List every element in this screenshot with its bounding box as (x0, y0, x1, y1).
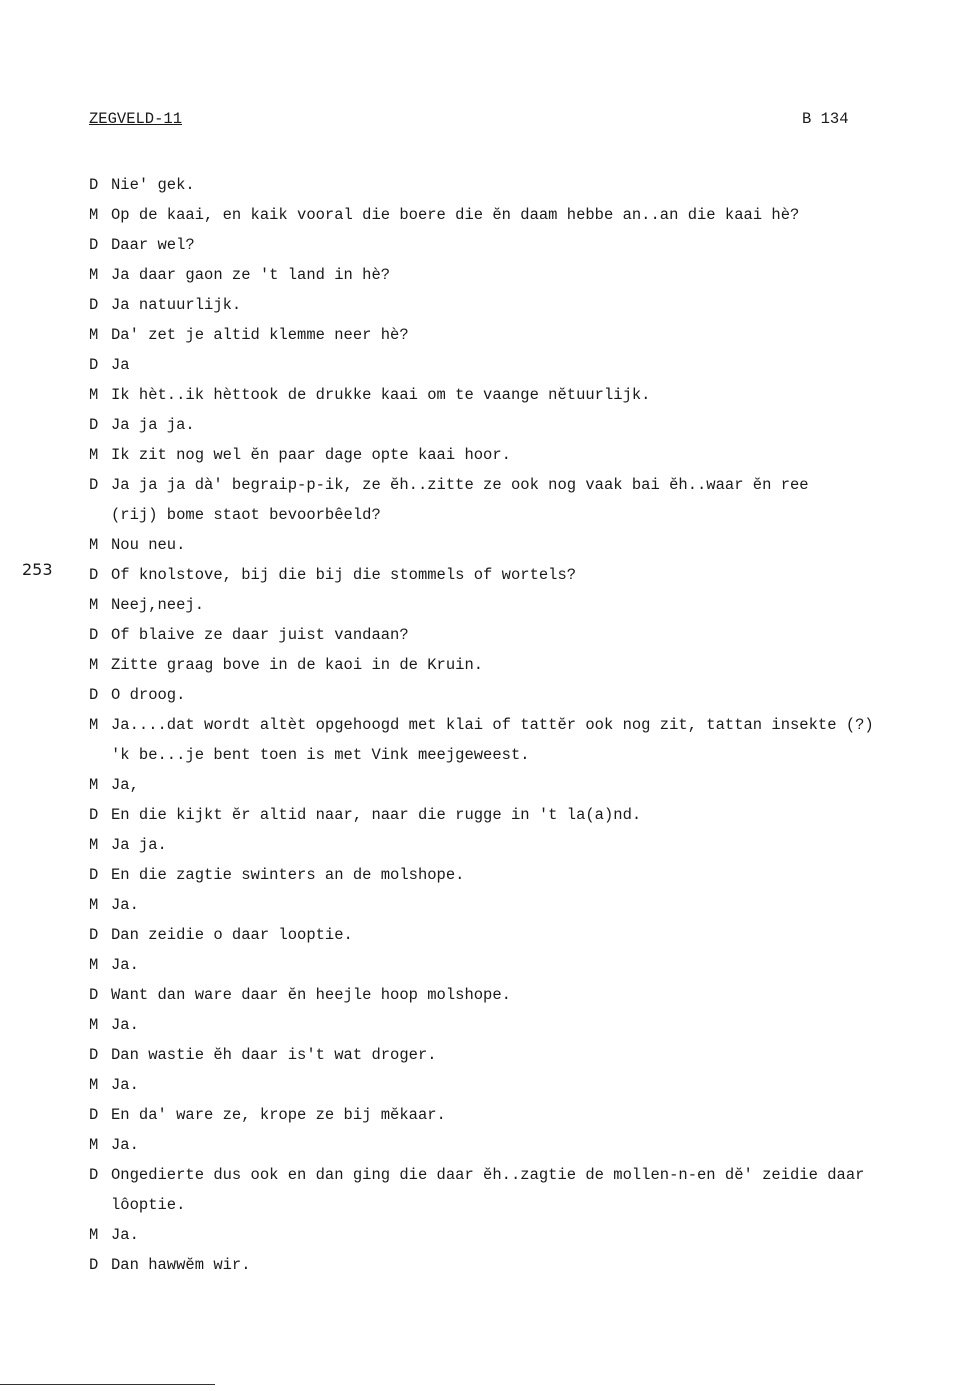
transcript-line (89, 1190, 959, 1220)
speaker-label: M (89, 1076, 99, 1094)
utterance-text: Dan hawwĕm wir. (111, 1256, 251, 1274)
speaker-label: M (89, 446, 99, 464)
utterance-text: Want dan ware daar ĕn heejle hoop molshope. (111, 986, 511, 1004)
utterance-text: En die kijkt ĕr altid naar, naar die rugge in 't la(a)nd. (111, 806, 642, 824)
utterance-text: Nie' gek. (111, 176, 195, 194)
speaker-label: D (89, 296, 99, 314)
transcript-line (89, 260, 959, 290)
utterance-text: En da' ware ze, krope ze bij mĕkaar. (111, 1106, 446, 1124)
speaker-label: M (89, 716, 99, 734)
transcript-line (89, 470, 959, 500)
speaker-label: D (89, 566, 99, 584)
transcript (89, 170, 959, 1280)
utterance-text: Ja natuurlijk. (111, 296, 242, 314)
transcript-line (89, 770, 959, 800)
speaker-label: M (89, 596, 99, 614)
utterance-text: 'k be...je bent toen is met Vink meejgeweest. (111, 746, 530, 764)
utterance-text: lôoptie. (111, 1196, 186, 1214)
utterance-text: Ik hèt..ik hèttook de drukke kaai om te vaange nĕtuurlijk. (111, 386, 651, 404)
speaker-label: M (89, 836, 99, 854)
speaker-label: D (89, 356, 99, 374)
speaker-label: D (89, 1106, 99, 1124)
transcript-line (89, 320, 959, 350)
transcript-line (89, 440, 959, 470)
utterance-text: Ja ja. (111, 836, 167, 854)
utterance-text: Ja, (111, 776, 139, 794)
speaker-label: D (89, 1256, 99, 1274)
speaker-label: D (89, 236, 99, 254)
speaker-label: D (89, 1166, 99, 1184)
speaker-label: D (89, 686, 99, 704)
speaker-label: M (89, 956, 99, 974)
utterance-text: Op de kaai, en kaik vooral die boere die ĕn daam hebbe an..an die kaai hè? (111, 206, 800, 224)
transcript-line (89, 980, 959, 1010)
transcript-line (89, 200, 959, 230)
transcript-line (89, 830, 959, 860)
speaker-label: D (89, 1046, 99, 1064)
utterance-text: Ja. (111, 1226, 139, 1244)
utterance-text: Zitte graag bove in de kaoi in de Kruin. (111, 656, 484, 674)
transcript-line (89, 500, 959, 530)
utterance-text: Ja. (111, 1076, 139, 1094)
speaker-label: M (89, 266, 99, 284)
transcript-line (89, 170, 959, 200)
transcript-line (89, 1250, 959, 1280)
utterance-text: Ja ja ja. (111, 416, 195, 434)
speaker-label: D (89, 416, 99, 434)
speaker-label: D (89, 176, 99, 194)
utterance-text: Dan wastie ĕh daar is't wat droger. (111, 1046, 437, 1064)
document-title: ZEGVELD-11 (89, 110, 183, 128)
transcript-line (89, 1160, 959, 1190)
page-reference: B 134 (802, 110, 849, 128)
transcript-line (89, 950, 959, 980)
transcript-line (89, 620, 959, 650)
utterance-text: Ja. (111, 1016, 139, 1034)
utterance-text: Dan zeidie o daar looptie. (111, 926, 353, 944)
transcript-line (89, 530, 959, 560)
transcript-line (89, 1130, 959, 1160)
transcript-line (89, 920, 959, 950)
utterance-text: En die zagtie swinters an de molshope. (111, 866, 465, 884)
transcript-line (89, 380, 959, 410)
utterance-text: Ja (111, 356, 130, 374)
transcript-line (89, 1220, 959, 1250)
speaker-label: M (89, 536, 99, 554)
speaker-label: M (89, 896, 99, 914)
speaker-label: D (89, 926, 99, 944)
transcript-line (89, 740, 959, 770)
speaker-label: D (89, 806, 99, 824)
transcript-line (89, 350, 959, 380)
transcript-line (89, 560, 959, 590)
speaker-label: D (89, 866, 99, 884)
utterance-text: O droog. (111, 686, 186, 704)
footer-rule (0, 1384, 215, 1385)
speaker-label: D (89, 986, 99, 1004)
transcript-line (89, 650, 959, 680)
utterance-text: Daar wel? (111, 236, 195, 254)
speaker-label: M (89, 656, 99, 674)
utterance-text: Nou neu. (111, 536, 186, 554)
speaker-label: D (89, 626, 99, 644)
speaker-label: M (89, 1016, 99, 1034)
speaker-label: M (89, 326, 99, 344)
utterance-text: (rij) bome staot bevoorbêeld? (111, 506, 381, 524)
transcript-line (89, 230, 959, 260)
transcript-line (89, 1010, 959, 1040)
utterance-text: Da' zet je altid klemme neer hè? (111, 326, 409, 344)
transcript-line (89, 800, 959, 830)
utterance-text: Ja....dat wordt altèt opgehoogd met klai of tattĕr ook nog zit, tattan insekte (?) (111, 716, 874, 734)
transcript-line (89, 1100, 959, 1130)
transcript-line (89, 710, 959, 740)
utterance-text: Of knolstove, bij die bij die stommels of wortels? (111, 566, 577, 584)
speaker-label: M (89, 386, 99, 404)
utterance-text: Of blaive ze daar juist vandaan? (111, 626, 409, 644)
utterance-text: Ja. (111, 896, 139, 914)
transcript-line (89, 1070, 959, 1100)
utterance-text: Ja daar gaon ze 't land in hè? (111, 266, 391, 284)
transcript-line (89, 590, 959, 620)
speaker-label: M (89, 1226, 99, 1244)
speaker-label: M (89, 1136, 99, 1154)
utterance-text: Ja. (111, 956, 139, 974)
speaker-label: D (89, 476, 99, 494)
transcript-line (89, 890, 959, 920)
speaker-label: M (89, 206, 99, 224)
transcript-line (89, 290, 959, 320)
utterance-text: Neej,neej. (111, 596, 205, 614)
transcript-line (89, 680, 959, 710)
transcript-line (89, 860, 959, 890)
utterance-text: Ja ja ja dà' begraip-p-ik, ze ĕh..zitte ze ook nog vaak bai ĕh..waar ĕn ree (111, 476, 809, 494)
margin-annotation: 253 (22, 560, 53, 579)
transcript-line (89, 1040, 959, 1070)
utterance-text: Ik zit nog wel ĕn paar dage opte kaai hoor. (111, 446, 511, 464)
speaker-label: M (89, 776, 99, 794)
transcript-line (89, 410, 959, 440)
utterance-text: Ongedierte dus ook en dan ging die daar ĕh..zagtie de mollen-n-en dĕ' zeidie daar (111, 1166, 865, 1184)
utterance-text: Ja. (111, 1136, 139, 1154)
